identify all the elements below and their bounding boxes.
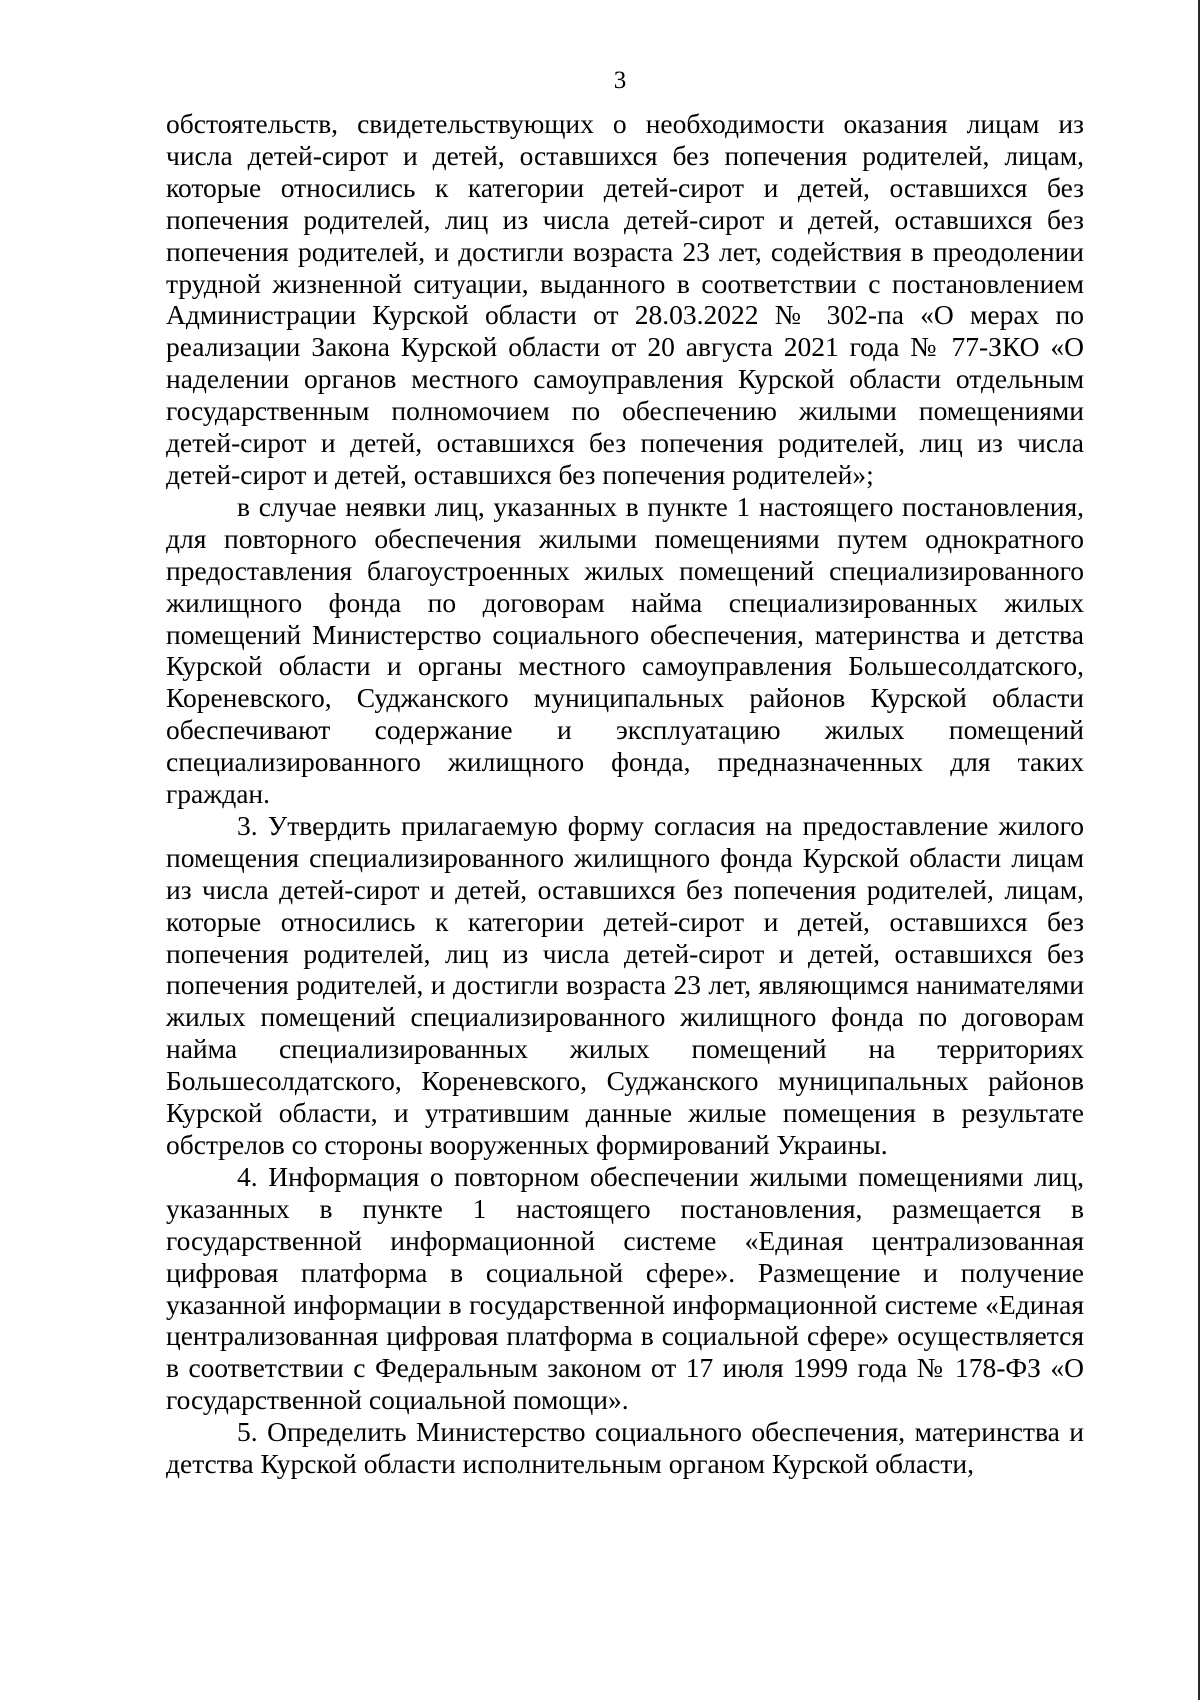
paragraph-item-4: 4. Информация о повторном обеспечении жилыми помещениями лиц, указанных в пункте 1 настоящего постановления, размещается в государственной информационной системе «Единая централизованная цифровая платформа в социальной сфере». Размещение и получение указанной информации в государственной информационной системе «Единая централизованная цифровая платформа в социальной сфере» осуществляется в соответствии с Федеральным законом от 17 июля 1999 года № 178-ФЗ «О государственной социальной помощи». xyxy=(166,1160,1084,1416)
paragraph-continuation: обстоятельств, свидетельствующих о необходимости оказания лицам из числа детей-сирот и детей, оставшихся без попечения родителей, лицам, которые относились к категории детей-сирот и детей, оставшихся без попечения родителей, лиц из числа детей-сирот и детей, оставшихся без попечения родителей, и достигли возраста 23 лет, содействия в преодолении трудной жизненной ситуации, выданного в соответствии с постановлением Администрации Курской области от 28.03.2022 № 302-па «О мерах по реализации Закона Курской области от 20 августа 2021 года № 77-ЗКО «О наделении органов местного самоуправления Курской области отдельным государственным полномочием по обеспечению жилыми помещениями детей-сирот и детей, оставшихся без попечения родителей, лиц из числа детей-сирот и детей, оставшихся без попечения родителей»; xyxy=(166,108,1084,490)
paragraph-non-appearance: в случае неявки лиц, указанных в пункте 1 настоящего постановления, для повторного обеспечения жилыми помещениями путем однократного предоставления благоустроенных жилых помещений специализированного жилищного фонда по договорам найма специализированных жилых помещений Министерство социального обеспечения, материнства и детства Курской области и органы местного самоуправления Большесолдатского, Кореневского, Суджанского муниципальных районов Курской области обеспечивают содержание и эксплуатацию жилых помещений специализированного жилищного фонда, предназначенных для таких граждан. xyxy=(166,490,1084,810)
paragraph-item-3: 3. Утвердить прилагаемую форму согласия на предоставление жилого помещения специализированного жилищного фонда Курской области лицам из числа детей-сирот и детей, оставшихся без попечения родителей, лицам, которые относились к категории детей-сирот и детей, оставшихся без попечения родителей, лиц из числа детей-сирот и детей, оставшихся без попечения родителей, и достигли возраста 23 лет, являющимся нанимателями жилых помещений специализированного жилищного фонда по договорам найма специализированных жилых помещений на территориях Большесолдатского, Кореневского, Суджанского муниципальных районов Курской области, и утратившим данные жилые помещения в результате обстрелов со стороны вооруженных формирований Украины. xyxy=(166,809,1084,1160)
page-number: 3 xyxy=(613,67,627,94)
paragraph-item-5: 5. Определить Министерство социального обеспечения, материнства и детства Курской области исполнительным органом Курской области, xyxy=(166,1416,1084,1480)
document-body xyxy=(166,108,1084,1480)
